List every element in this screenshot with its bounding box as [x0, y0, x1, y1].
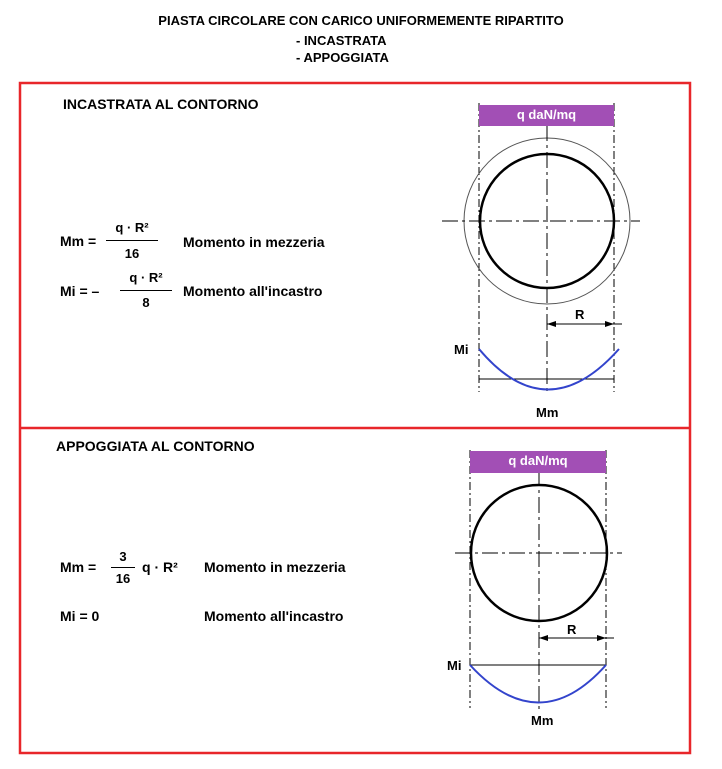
mi-label-supported: Mi [447, 658, 462, 673]
fixed-mi-numerator: q · R² [129, 270, 163, 285]
fixed-mi-label: Mi = – [60, 283, 100, 299]
moment-curve-supported [470, 665, 606, 703]
supported-mm-fraction-bar [111, 567, 135, 568]
fixed-mm-fraction-bar [106, 240, 158, 241]
outer-frame [20, 83, 690, 753]
fixed-mm-description: Momento in mezzeria [183, 234, 325, 250]
load-bar-fixed: q daN/mq [479, 105, 614, 126]
page-title: PIASTA CIRCOLARE CON CARICO UNIFORMEMENTE RIPARTITO [158, 13, 564, 28]
load-bar-supported: q daN/mq [470, 451, 606, 473]
section-title-supported: APPOGGIATA AL CONTORNO [56, 438, 255, 454]
fixed-mi-fraction-bar [120, 290, 172, 291]
fixed-plate-drawing [442, 103, 640, 395]
radius-label-supported: R [567, 622, 577, 637]
supported-mm-label: Mm = [60, 559, 97, 575]
supported-mm-denominator: 16 [115, 571, 131, 586]
fixed-mm-denominator: 16 [124, 246, 140, 261]
mm-label-fixed: Mm [536, 405, 559, 420]
supported-mm-numerator: 3 [119, 549, 127, 564]
subtitle-supported: - APPOGGIATA [296, 50, 389, 65]
supported-mm-description: Momento in mezzeria [204, 559, 346, 575]
fixed-mi-denominator: 8 [142, 295, 150, 310]
supported-mm-factor: q · R² [142, 559, 178, 575]
moment-curve-fixed [479, 349, 619, 390]
mi-label-fixed: Mi [454, 342, 469, 357]
mm-label-supported: Mm [531, 713, 554, 728]
fixed-mm-numerator: q · R² [115, 220, 149, 235]
radius-label-fixed: R [575, 307, 585, 322]
section-title-fixed: INCASTRATA AL CONTORNO [63, 96, 259, 112]
fixed-mm-label: Mm = [60, 233, 97, 249]
supported-mi-description: Momento all'incastro [204, 608, 344, 624]
fixed-mi-description: Momento all'incastro [183, 283, 323, 299]
supported-plate-drawing [455, 450, 622, 712]
supported-mi-label: Mi = 0 [60, 608, 100, 624]
subtitle-fixed: - INCASTRATA [296, 33, 387, 48]
